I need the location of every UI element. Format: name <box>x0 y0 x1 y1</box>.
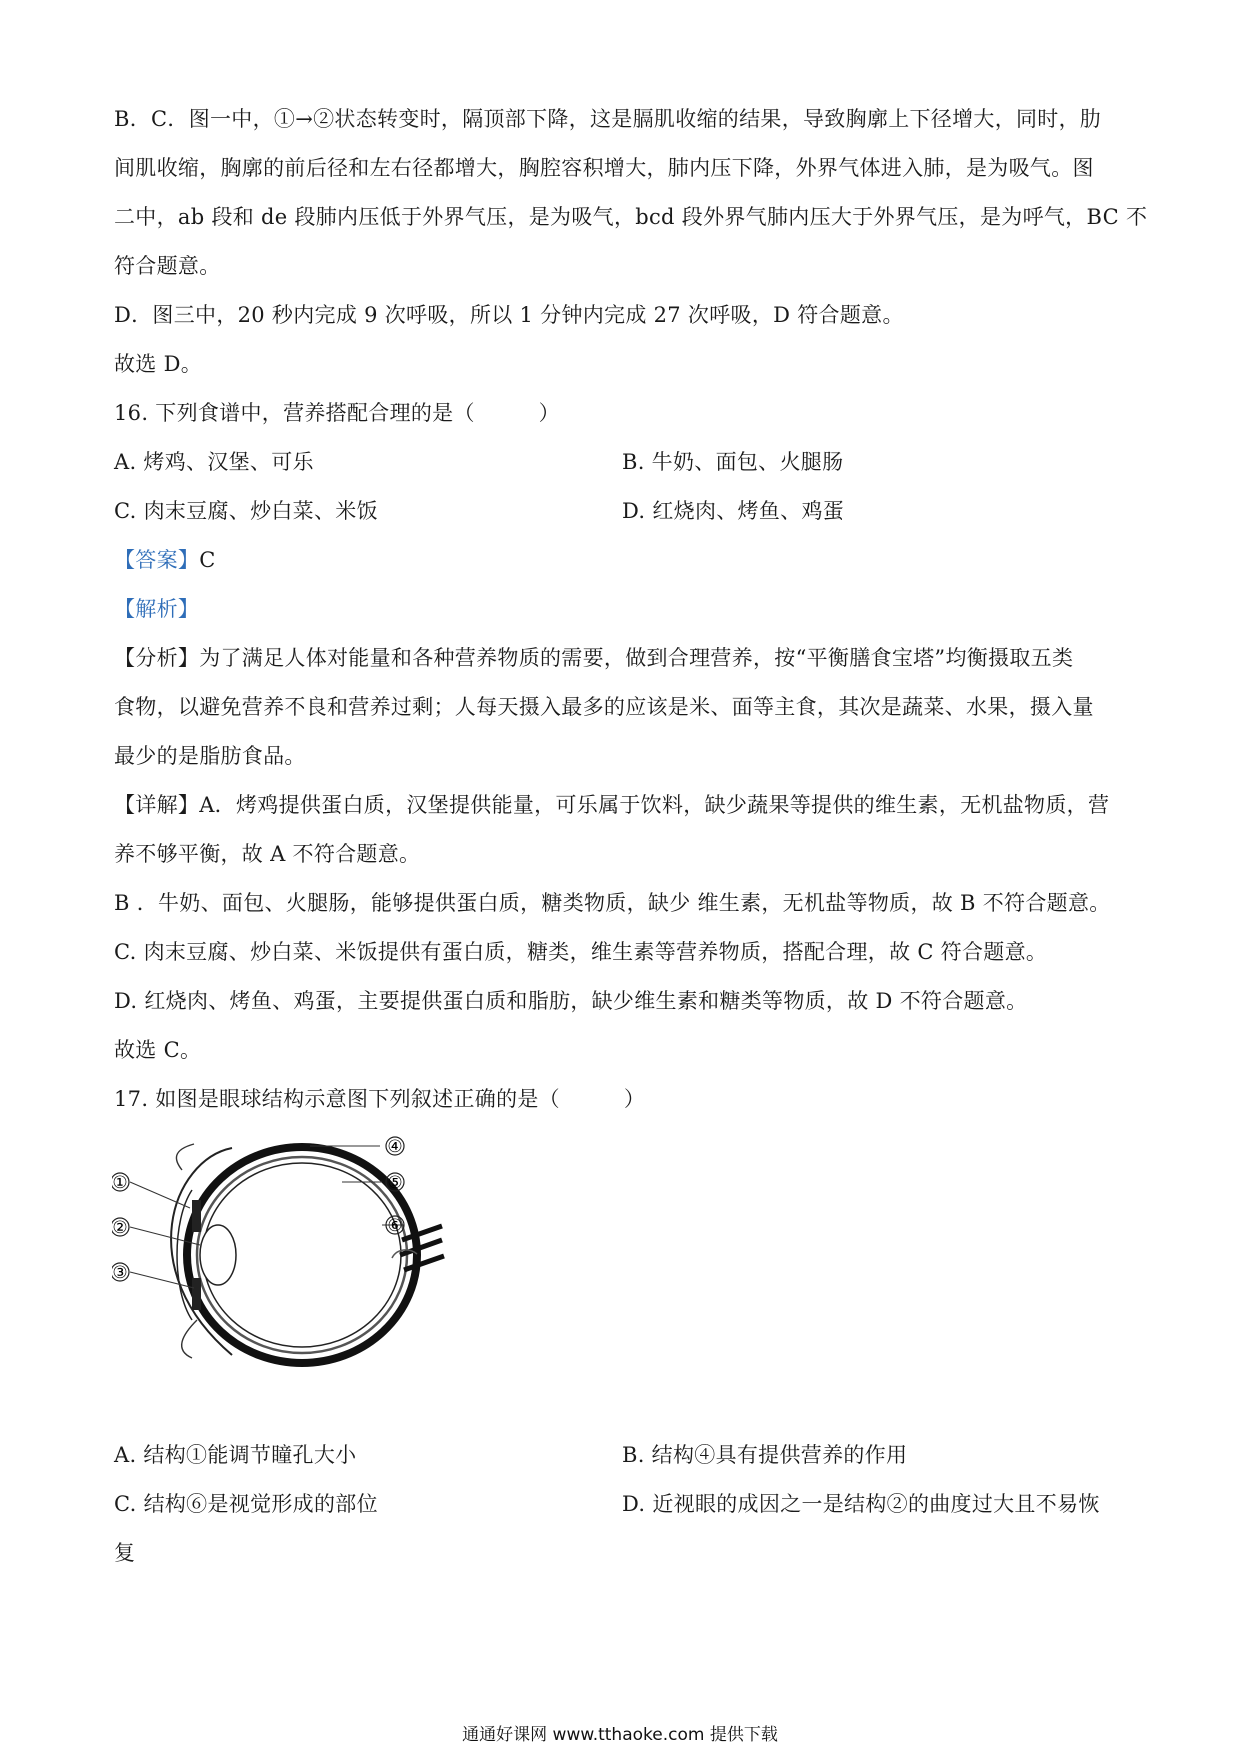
figure-label-3: ③ <box>112 1263 128 1283</box>
figure-label-1: ① <box>112 1173 128 1193</box>
detail-line: 故选 C。 <box>114 1038 202 1062</box>
detail-line: 【详解】A．烤鸡提供蛋白质，汉堡提供能量，可乐属于饮料，缺少蔬果等提供的维生素，无机盐物质，营 <box>114 793 1110 817</box>
page-footer: 通通好课网 www.tthaoke.com 提供下载 <box>462 1725 778 1745</box>
question-16-stem: 16. 下列食谱中，营养搭配合理的是（ ） <box>114 401 560 425</box>
text-line: B．C．图一中，①→②状态转变时，隔顶部下降，这是膈肌收缩的结果，导致胸廓上下径增大，同时，肋 <box>114 107 1102 131</box>
detail-line: D. 红烧肉、烤鱼、鸡蛋，主要提供蛋白质和脂肪，缺少维生素和糖类等物质，故 D 不符合题意。 <box>114 989 1028 1013</box>
q17-option-b: B. 结构④具有提供营养的作用 <box>622 1443 908 1467</box>
eyeball-diagram <box>112 1130 452 1370</box>
figure-label-2: ② <box>112 1218 128 1238</box>
text-line: 间肌收缩，胸廓的前后径和左右径都增大，胸腔容积增大，肺内压下降，外界气体进入肺，是为吸气。图 <box>114 156 1094 180</box>
q16-option-d: D. 红烧肉、烤鱼、鸡蛋 <box>622 499 845 523</box>
text-line: 故选 D。 <box>114 352 203 376</box>
q16-option-c: C. 肉末豆腐、炒白菜、米饭 <box>114 499 378 523</box>
q17-option-d-continued: 复 <box>114 1541 136 1565</box>
q16-option-a: A. 烤鸡、汉堡、可乐 <box>114 450 314 474</box>
analysis-line: 【分析】为了满足人体对能量和各种营养物质的需要，做到合理营养，按“平衡膳食宝塔”均衡摄取五类 <box>114 646 1074 670</box>
detail-line: C. 肉末豆腐、炒白菜、米饭提供有蛋白质，糖类，维生素等营养物质，搭配合理，故 C 符合题意。 <box>114 940 1048 964</box>
question-17-stem: 17. 如图是眼球结构示意图下列叙述正确的是（ ） <box>114 1087 646 1111</box>
q17-option-a: A. 结构①能调节瞳孔大小 <box>114 1443 357 1467</box>
figure-label-4: ④ <box>387 1137 403 1157</box>
detail-line: 养不够平衡，故 A 不符合题意。 <box>114 842 421 866</box>
text-line: D．图三中，20 秒内完成 9 次呼吸，所以 1 分钟内完成 27 次呼吸，D 符合题意。 <box>114 303 904 327</box>
q17-option-d: D. 近视眼的成因之一是结构②的曲度过大且不易恢 <box>622 1492 1100 1516</box>
answer-tag: 【答案】 <box>114 548 200 572</box>
text-line: 符合题意。 <box>114 254 221 278</box>
figure-label-6: ⑥ <box>387 1216 403 1236</box>
q16-option-b: B. 牛奶、面包、火腿肠 <box>622 450 844 474</box>
analysis-line: 最少的是脂肪食品。 <box>114 744 306 768</box>
figure-label-5: ⑤ <box>387 1173 403 1193</box>
answer-line <box>114 545 1130 575</box>
analysis-line: 食物，以避免营养不良和营养过剩；人每天摄入最多的应该是米、面等主食，其次是蔬菜、水果，摄入量 <box>114 695 1094 719</box>
text-line: 二中，ab 段和 de 段肺内压低于外界气压，是为吸气，bcd 段外界气肺内压大于外界气压，是为呼气，BC 不 <box>114 205 1148 229</box>
answer-value: C <box>199 548 216 572</box>
analysis-tag: 【解析】 <box>114 597 200 621</box>
detail-line: B ．牛奶、面包、火腿肠，能够提供蛋白质，糖类物质，缺少 维生素，无机盐等物质，故 B 不符合题意。 <box>114 891 1111 915</box>
q17-option-c: C. 结构⑥是视觉形成的部位 <box>114 1492 378 1516</box>
